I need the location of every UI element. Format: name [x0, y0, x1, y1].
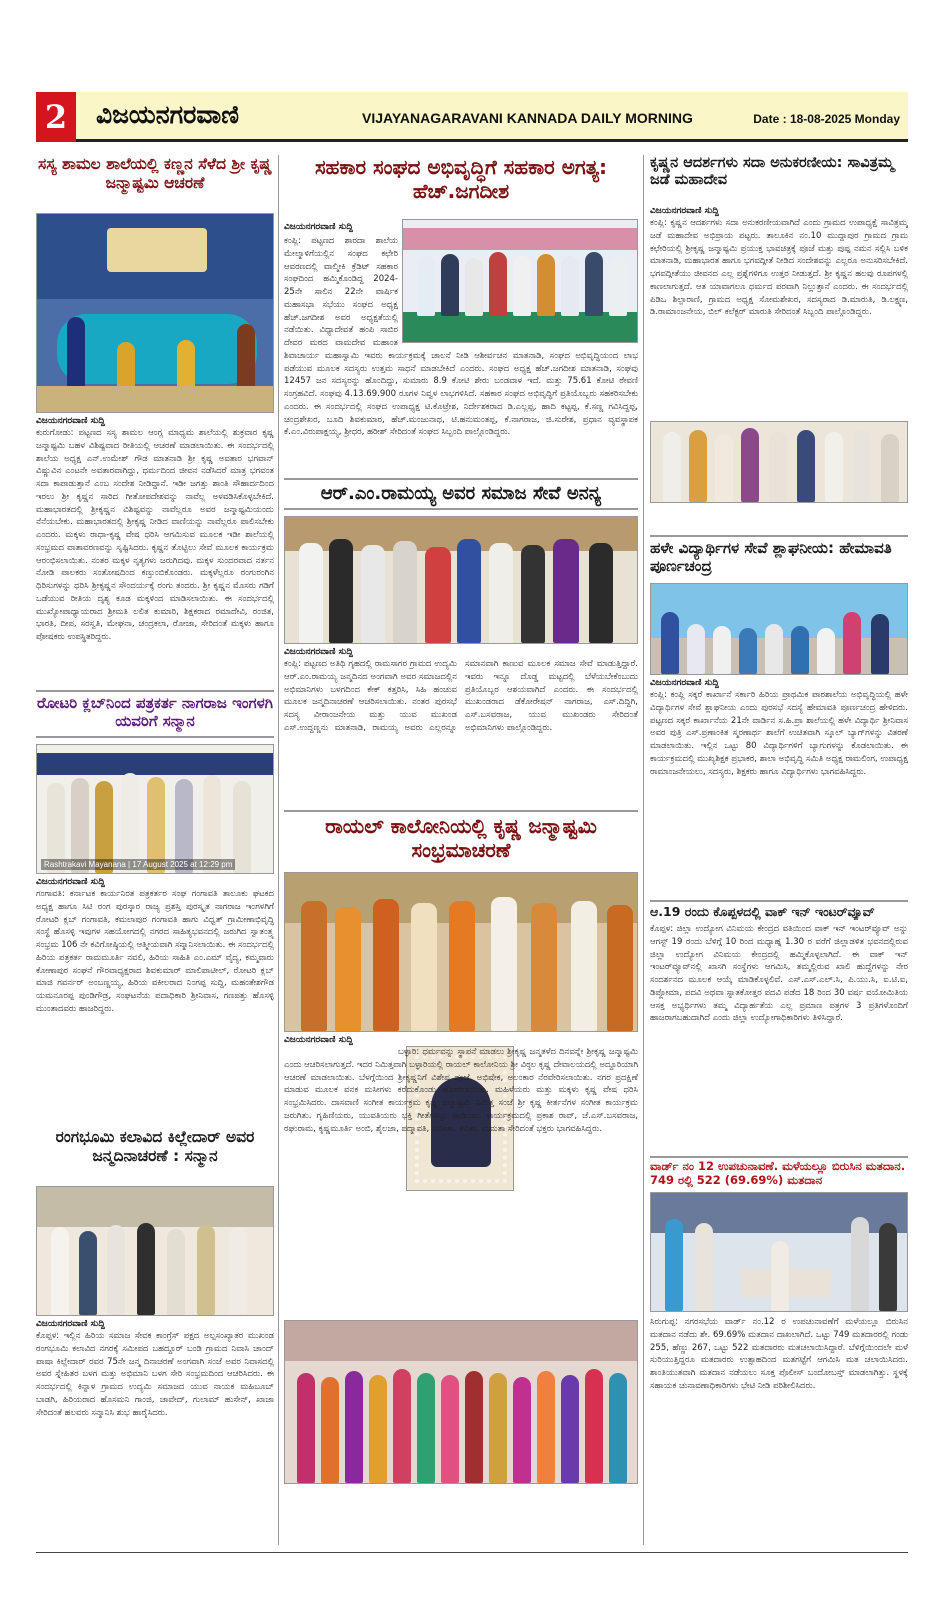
- felicitation-photo: [36, 744, 274, 874]
- article-sasya-shamala-janmashtami: [36, 155, 274, 675]
- edition-date: Date : 18-08-2025 Monday: [753, 112, 900, 126]
- article-body: ಕೊಪ್ಪಳ: ಜಿಲ್ಲಾ ಉದ್ಯೋಗ ವಿನಿಮಯ ಕೇಂದ್ರದ ವತಿಯಿಂದ ವಾಕ್ ಇನ್ ಇಂಟರ್‌ವ್ಯೂವ್ ಅನ್ನು ಆಗಸ್ಟ್ 19 ರಂದು ಬೆಳಿಗ್ಗೆ 10 ರಿಂದ ಮಧ್ಯಾಹ್ನ 1.30 ರ ವರೆಗೆ ಜಿಲ್ಲಾಡಳಿತ ಭವನದಲ್ಲಿರುವ ಜಿಲ್ಲಾ ಉದ್ಯೋಗ ವಿನಿಮಯ ಕೇಂದ್ರದಲ್ಲಿ ಹಮ್ಮಿಕೊಳ್ಳಲಾಗಿದೆ. ಈ ವಾಕ್ ಇನ್ ಇಂಟರ್‌ವ್ಯೂವ್‌ನಲ್ಲಿ ಖಾಸಗಿ ಸಂಸ್ಥೆಗಳು ಆಗಮಿಸಿ, ತಮ್ಮಲ್ಲಿರುವ ಖಾಲಿ ಹುದ್ದೆಗಳನ್ನು ನೇರ ಸಂದರ್ಶನದ ಮೂಲಕ ಆಯ್ಕೆ ಮಾಡಿಕೊಳ್ಳಲಿವೆ. ಎಸ್.ಎಸ್.ಎಲ್.ಸಿ, ಪಿ.ಯು.ಸಿ, ಐ.ಟಿ.ಐ, ಡಿಪ್ಲೋಮಾ, ಪದವಿ ಅಥವಾ ಸ್ನಾತಕೋತ್ತರ ಪದವಿ ಪಡೆದ 18 ರಿಂದ 30 ವರ್ಷ ವಯೋಮಿತಿಯ ಆಸಕ್ತ ಅಭ್ಯರ್ಥಿಗಳು ತಮ್ಮ ವಿದ್ಯಾರ್ಹತೆಯ ಎಲ್ಲ ಪ್ರಮಾಣ ಪತ್ರಗಳ 3 ಪ್ರತಿಗಳೊಂದಿಗೆ ಹಾಜರಾಗಬಹುದಾಗಿದೆ ಎಂದು ಜಿಲ್ಲಾ ಉದ್ಯೋಗಾಧಿಕಾರಿಗಳು ತಿಳಿಸಿದ್ದಾರೆ.: [650, 924, 908, 1024]
- article-rotary-club-honour: [36, 690, 274, 1120]
- byline: ವಿಜಯನಗರವಾಣಿ ಸುದ್ದಿ: [36, 1319, 105, 1329]
- photo-timestamp: Rashtrakavi Mayanana | 17 August 2025 at 12:29 pm: [41, 859, 235, 870]
- page-bottom-rule: [36, 1552, 908, 1553]
- school-bag-distribution-photo: [650, 583, 908, 675]
- krishna-tableau-photo: [36, 213, 274, 413]
- article-body: ಕೊಪ್ಪಳ: ಇಲ್ಲಿನ ಹಿರಿಯ ಸಮಾಜ ಸೇವಕ ಕಾಂಗ್ರೆಸ್ ಪಕ್ಷದ ಅಲ್ಪಸಂಖ್ಯಾತರ ಮುಖಂಡ ರಂಗಭೂಮಿ ಕಲಾವಿದ ನಗರಕ್ಕೆ ಸಮೀಪದ ಬಹದ್ದೂರ್ ಬಂಡಿ ಗ್ರಾಮದ ನಿವಾಸಿ ಚಾಂದ್ ಪಾಷಾ ಕಿಲ್ಲೇದಾರ್ ರವರ 75ನೇ ಜನ್ಮ ದಿನಾಚರಣೆ ಅಂಗವಾಗಿ ಸಂಜೆ ಅವರ ನಿವಾಸದಲ್ಲಿ ಅವರ ಸ್ನೇಹಿತರ ಬಳಗ ಮತ್ತು ಅಭಿಮಾನಿ ಬಳಗ ಸೇರಿ ಸಂಭ್ರಮದಿಂದ ಆಚರಿಸಿದರು. ಈ ಸಂದರ್ಭದಲ್ಲಿ ಕಿನ್ನಾಳ ಗ್ರಾಮದ ಉದ್ಯಮಿ ಸಮಾಜದ ಯುವ ನಾಯಕ ಮಹಿಬೂಬ್ ಬಾಡಗಿ, ಹಿರಿಯರಾದ ಹೊಸಮನಿ ಗಾಂಜಿ, ಜಾವೇದ್, ಗುಲಾಮ್ ಹುಸೇನ್, ಖಾಜಾ ಸೇರಿದಂತೆ ಹಲವರು ಸನ್ಮಾನಿಸಿ ಶುಭ ಹಾರೈಸಿದರು.: [36, 1331, 274, 1418]
- birthday-celebration-photo: [284, 516, 638, 644]
- column-divider: [278, 155, 279, 1545]
- polling-booth-photo: [650, 1192, 908, 1312]
- women-group-photo: [284, 1320, 638, 1484]
- byline: ವಿಜಯನಗರವಾಣಿ ಸುದ್ದಿ: [284, 1035, 353, 1045]
- article-body: ಕಂಪ್ಲಿ: ಪಟ್ಟಣದ ಅತಿಥಿ ಗೃಹದಲ್ಲಿ ರಾಮಸಾಗರ ಗ್ರಾಮದ ಉದ್ಯಮಿ ಆರ್.ಎಂ.ರಾಮಯ್ಯ ಜನ್ಮದಿನದ ಅಂಗವಾಗಿ ಅವರ ಸಮಾಜದಲ್ಲಿನ ಅಭಿಮಾನಿಗಳು ಬಳಗದಿಂದ ಕೇಕ್ ಕತ್ತರಿಸಿ, ಸಿಹಿ ಹಂಚುವ ಮೂಲಕ ಜನ್ಮದಿನಾಚರಣೆ ಆಚರಿಸಲಾಯಿತು. ನಂತರ ಪುರಸಭೆ ಸದಸ್ಯ ವೀರಾಂಜನೇಯ ಮತ್ತು ಯುವ ಮುಖಂಡ ಎಸ್.ಉದ್ದಣ್ಣನು ಮಾತನಾಡಿ, ರಾಮಯ್ಯ ಅವರು ಎಲ್ಲರನ್ನೂ ಸಮಾನವಾಗಿ ಕಾಣುವ ಮೂಲಕ ಸಮಾಜ ಸೇವೆ ಮಾಡುತ್ತಿದ್ದಾರೆ. ಇವರು ಇನ್ನೂ ದೊಡ್ಡ ಮಟ್ಟದಲ್ಲಿ ಬೆಳೆಯಬೇಕೆಂಬುದು ಪ್ರತಿಯೊಬ್ಬರ ಆಶಯವಾಗಿದೆ ಎಂದರು. ಈ ಸಂದರ್ಭದಲ್ಲಿ ಮುಖಂಡರಾದ ಡೆಕೋರೇಷನ್ ನಾಗರಾಜ, ಎಸ್.ದಿದ್ದಿಗಿ, ಎಸ್.ಬಸವರಾಜ, ಯುವ ಮುಖಂಡರು ಸೇರಿದಂತೆ ಅಭಿಮಾನಿಗಳು ಪಾಲ್ಗೊಂಡಿದ್ದರು.: [284, 659, 638, 733]
- temple-celebration-photo: [284, 872, 638, 1032]
- headline: ಆರ್.ಎಂ.ರಾಮಯ್ಯ ಅವರ ಸಮಾಜ ಸೇವೆ ಅನನ್ಯ: [284, 478, 638, 510]
- article-savitramma-janmashtami: [650, 155, 908, 525]
- headline: ಸಹಕಾರ ಸಂಘದ ಅಭಿವೃದ್ಧಿಗೆ ಸಹಕಾರ ಅಗತ್ಯ: ಹೆಚ್.ಜಗದೀಶ: [314, 155, 608, 203]
- gram-panchayat-photo: [650, 421, 908, 503]
- column-divider: [643, 155, 644, 1545]
- article-body: ಕಂಪ್ಲಿ: ಕೃಷ್ಣನ ಆದರ್ಶಗಳು ಸದಾ ಅನುಕರಣೀಯವಾಗಿದೆ ಎಂದು ಗ್ರಾಮದ ಉಪಾಧ್ಯಕ್ಷೆ ಸಾವಿತ್ರಮ್ಮ ಜಡೆ ಮಹಾದೇವ ಅಭಿಪ್ರಾಯ ಪಟ್ಟರು. ತಾಲೂಕಿನ ನಂ.10 ಮುದ್ದಾಪುರ ಗ್ರಾಮದ ಗ್ರಾಮ ಕಛೇರಿಯಲ್ಲಿ ಶ್ರೀಕೃಷ್ಣ ಜನ್ಮಾಷ್ಟಮಿ ಪ್ರಯುಕ್ತ ಭಾವಚಿತ್ರಕ್ಕೆ ಪೂಜೆ ಮತ್ತು ಪುಷ್ಪ ನಮನ ಸಲ್ಲಿಸಿ ಬಳಿಕ ಮಾತನಾಡಿ, ಮಹಾಭಾರತ ಹಾಗೂ ಭಗವದ್ಗೀತೆ ನೀಡಿದ ಸಂದೇಶವನ್ನು ಎಲ್ಲರೂ ಅನುಸರಿಸಬೇಕಿದೆ. ಭಗವದ್ಗೀತೆಯು ಜೀವನದ ಎಲ್ಲ ಪ್ರಶ್ನೆಗಳಿಗೂ ಉತ್ತರ ನೀಡುತ್ತದೆ. ಶ್ರೀ ಕೃಷ್ಣನ ಹಲವು ರೂಪಗಳಲ್ಲಿ ಕಾಣಲಾಗುತ್ತದೆ. ಆತ ಯಾವಾಗಲೂ ಧರ್ಮದ ಪರವಾಗಿ ನಿಲ್ಲುತ್ತಾನೆ ಎಂದರು. ಈ ಸಂದರ್ಭದಲ್ಲಿ ಪಿಡಿಒ ಶಿಲ್ಪಾರಾಣಿ, ಗ್ರಾಮದ ಅಧ್ಯಕ್ಷ ಸೋಮಶೇಖರ, ಸದಸ್ಯರಾದ ಡಿ.ಮಾರುತಿ, ಡಿ.ಲಕ್ಷ್ಮಣ, ಡಿ.ರಾಮಾಂಜನೇಯ, ಬಿಲ್ ಕಲೆಕ್ಟರ್ ಮಾರುತಿ ಸೇರಿದಂತೆ ಸಿಬ್ಬಂದಿ ಪಾಲ್ಗೊಂಡಿದ್ದರು.: [650, 218, 908, 318]
- page-number: 2: [36, 92, 76, 142]
- newspaper-subtitle: VIJAYANAGARAVANI KANNADA DAILY MORNING: [362, 110, 693, 126]
- headline: ರೋಟರಿ ಕ್ಲಬ್‌ನಿಂದ ಪತ್ರಕರ್ತ ನಾಗರಾಜ ಇಂಗಳಗಿ ಯವರಿಗೆ ಸನ್ಮಾನ: [36, 690, 274, 738]
- headline: ರಂಗಭೂಮಿ ಕಲಾವಿದ ಕಿಲ್ಲೇದಾರ್ ಅವರ ಜನ್ಮದಿನಾಚರಣೆ : ಸನ್ಮಾನ: [55, 1128, 255, 1165]
- birthday-felicitation-photo: [36, 1186, 274, 1316]
- headline: ಸಸ್ಯ ಶಾಮಲ ಶಾಲೆಯಲ್ಲಿ ಕಣ್ಣನ ಸೆಳೆದ ಶ್ರೀ ಕೃಷ್ಣ ಜನ್ಮಾಷ್ಟಮಿ ಆಚರಣೆ: [37, 155, 272, 192]
- article-body: ಬಳ್ಳಾರಿ: ಧರ್ಮವನ್ನು ಸ್ಥಾಪನೆ ಮಾಡಲು ಶ್ರೀಕೃಷ್ಣ ಜನ್ಮತಳೆದ ದಿನವನ್ನೇ ಶ್ರೀಕೃಷ್ಣ ಜನ್ಮಾಷ್ಟಮಿ ಎಂದು ಆಚರಿಸಲಾಗುತ್ತದೆ. ಇದರ ನಿಮಿತ್ತವಾಗಿ ಬಳ್ಳಾರಿಯಲ್ಲಿ ರಾಯಲ್ ಕಾಲೋನಿಯ ಶ್ರೀ ವಿಠ್ಠಲ ಕೃಷ್ಣ ದೇವಾಲಯದಲ್ಲಿ ಅದ್ದೂರಿಯಾಗಿ ಆಚರಣೆ ಮಾಡಲಾಯಿತು. ಬೆಳಗ್ಗೆಯಿಂದ ಶ್ರೀಕೃಷ್ಣನಿಗೆ ವಿಶೇಷ ಪೂಜೆ, ಅಭಿಷೇಕ, ಅಲಂಕಾರ ನೆರವೇರಿಸಲಾಯಿತು. ನಗರ ಪ್ರದಕ್ಷಿಣೆ ಮಾಡುವ ಮೂಲಕ ವನಕ ಮಸೀಗಳು ಕರೆದುಕೊಂಡು ಹೋಗಲಾಯಿತು. ಮಹಿಳೆಯರು ಮತ್ತು ಮಕ್ಕಳು ಕೃಷ್ಣ ವೇಷ ಧರಿಸಿ ಸಂಭ್ರಮಿಸಿದರು. ದಾಸವಾಣಿ ಸಂಗೀತ ಕಾರ್ಯಕ್ರಮ ಕೃಷ್ಣ ಜನ್ಮಾಷ್ಟಮಿ ನಿಮಿತ್ತ ಸಂಜೆ ಶ್ರೀ ಕೃಷ್ಣ ಕೀರ್ತನೆಗಳ ಸಂಗೀತ ಕಾರ್ಯಕ್ರಮ ಜರುಗಿತು. ಗೃಹಿಣಿಯರು, ಯುವತಿಯರು ಭಕ್ತಿ ಗೀತೆಗಳನ್ನು ಹಾಡಿದರು. ಕಾರ್ಯಕ್ರಮದಲ್ಲಿ ಪ್ರಕಾಶ ರಾವ್, ಜೆ.ಎಸ್.ಬಸವರಾಜ, ರಘುರಾಮ, ಕೃಷ್ಣಮೂರ್ತಿ ಅಂಬಿ, ಶೈಲಜಾ, ಪದ್ಮಾವತಿ, ಸುನೀತಾ, ಕವಿತಾ, ಮಮತಾ ಸೇರಿದಂತೆ ಭಕ್ತರು ಭಾಗವಹಿಸಿದ್ದರು.: [284, 1047, 638, 1134]
- newspaper-title: ವಿಜಯನಗರವಾಣಿ: [96, 100, 239, 129]
- byline: ವಿಜಯನಗರವಾಣಿ ಸುದ್ದಿ: [284, 222, 353, 232]
- headline: ವಾರ್ಡ್ ನಂ 12 ಉಪಚುನಾವಣೆ. ಮಳೆಯಲ್ಲೂ ಬಿರುಸಿನ ಮತದಾನ. 749 ರಲ್ಲಿ 522 (69.69%) ಮತದಾನ: [650, 1156, 908, 1188]
- article-walk-in-interview: [650, 900, 908, 1150]
- article-body: ಕಂಪ್ಲಿ: ಕಂಪ್ಲಿ ಸಕ್ಕರೆ ಕಾರ್ಖಾನೆ ಸರ್ಕಾರಿ ಹಿರಿಯ ಪ್ರಾಥಮಿಕ ಪಾಠಶಾಲೆಯ ಅಭಿವೃದ್ಧಿಯಲ್ಲಿ ಹಳೇ ವಿದ್ಯಾರ್ಥಿಗಳ ಸೇವೆ ಶ್ಲಾಘನೀಯ ಎಂದು ಪುರಸಭೆ ಸದಸ್ಯೆ ಹೇಮಾವತಿ ಪೂರ್ಣಚಂದ್ರ ಹೇಳಿದರು. ಪಟ್ಟಣದ ಸಕ್ಕರೆ ಕಾರ್ಖಾನೆಯ 21ನೇ ವಾರ್ಡಿನ ಸ.ಹಿ.ಪ್ರಾ ಶಾಲೆಯಲ್ಲಿ ಹಳೇ ವಿದ್ಯಾರ್ಥಿ ಶ್ರೀನಿವಾಸ ಅವರ ಪುತ್ರಿ ಎಸ್.ಪ್ರಣಾಂಕಿತ ಸ್ಮರಣಾರ್ಥ ಶಾಲೆಗೆ ಉಚಿತವಾಗಿ ಸ್ಕೂಲ್ ಬ್ಯಾಗ್‌ಗಳನ್ನು ವಿತರಣೆ ಮಾಡಲಾಯಿತು. ಇಲ್ಲಿನ ಒಟ್ಟು 80 ವಿದ್ಯಾರ್ಥಿಗಳಿಗೆ ಬ್ಯಾಗುಗಳನ್ನು ಕೊಡಲಾಯಿತು. ಈ ಕಾರ್ಯಕ್ರಮದಲ್ಲಿ ಮುಖ್ಯಶಿಕ್ಷಕ ಪ್ರಭಾಕರ, ಶಾಲಾ ಅಭಿವೃದ್ಧಿ ಸಮಿತಿ ಅಧ್ಯಕ್ಷ ರಾಮಲಿಂಗ, ಉಪಾಧ್ಯಕ್ಷ ರಾಮಾಂಜನೇಯಲು, ಸದಸ್ಯರು, ಶಿಕ್ಷಕರು ಹಾಗೂ ವಿದ್ಯಾರ್ಥಿಗಳು ಭಾಗವಹಿಸಿದ್ದರು.: [650, 690, 908, 777]
- article-killedar-birthday: [36, 1128, 274, 1548]
- article-cooperative-society: [284, 155, 638, 475]
- headline: ರಾಯಲ್ ಕಾಲೋನಿಯಲ್ಲಿ ಕೃಷ್ಣ ಜನ್ಮಾಷ್ಟಮಿ ಸಂಭ್ರಮಾಚರಣೆ: [284, 810, 638, 866]
- byline: ವಿಜಯನಗರವಾಣಿ ಸುದ್ದಿ: [36, 877, 105, 887]
- masthead: [36, 92, 908, 142]
- byline: ವಿಜಯನಗರವಾಣಿ ಸುದ್ದಿ: [36, 416, 105, 426]
- headline: ಹಳೇ ವಿದ್ಯಾರ್ಥಿಗಳ ಸೇವೆ ಶ್ಲಾಘನೀಯ: ಹೇಮಾವತಿ ಪೂರ್ಣಚಂದ್ರ: [650, 535, 908, 579]
- headline: ಕೃಷ್ಣನ ಆದರ್ಶಗಳು ಸದಾ ಅನುಕರಣೀಯ: ಸಾವಿತ್ರಮ್ಮ ಜಡೆ ಮಹಾದೇವ: [650, 155, 894, 189]
- article-ward-12-bypoll: [650, 1156, 908, 1548]
- article-body: ಕುರುಗೋಡು: ಪಟ್ಟಣದ ಸಸ್ಯ ಶಾಮಲ ಆಂಗ್ಲ ಮಾಧ್ಯಮ ಶಾಲೆಯಲ್ಲಿ ಶುಕ್ರವಾರ ಕೃಷ್ಣ ಜನ್ಮಾಷ್ಟಮಿ ಬಹಳ ವಿಶಿಷ್ಟವಾದ ರೀತಿಯಲ್ಲಿ ಆಚರಣೆ ಮಾಡಲಾಯಿತು. ಈ ಸಂದರ್ಭದಲ್ಲಿ ಶಾಲೆಯ ಅಧ್ಯಕ್ಷ ಎನ್.ಉಮೇಶ್ ಗೌಡ ಮಾತನಾಡಿ ಶ್ರೀ ಕೃಷ್ಣ ಅವತಾರ ಭಗವಾನ್ ವಿಷ್ಣುವಿನ ಎಂಟನೇ ಅವತಾರವಾಗಿದ್ದು, ಧರ್ಮದಿಂದ ಜೀವನ ನಡೆಸಿದರೆ ಮಾತ್ರ ಭಗವಂತ ಸದಾ ಕಾಪಾಡುತ್ತಾನೆ ಎಂಬ ಸಂದೇಶ ನೀಡಿದ್ದಾನೆ. ಇಡೀ ಜಗತ್ತು ಶಾಂತಿ ಸೌಹಾರ್ದದಿಂದ ಇರಲು ಶ್ರೀ ಕೃಷ್ಣನ ಸಾರಿದ ಗೀತೋಪದೇಶವನ್ನು ನಾವೆಲ್ಲ ಅಳವಡಿಸಿಕೊಳ್ಳಬೇಕಿದೆ. ಮಹಾಭಾರತದಲ್ಲಿ ಶ್ರೀಕೃಷ್ಣನ ವಿಶಿಷ್ಟವನ್ನು ನಾವೆಲ್ಲರೂ ಅವರ ಜನ್ಮಾಷ್ಟಮಿಯಂದು ನೆನೆಯಬೇಕು. ಮಹಾಭಾರತದಲ್ಲಿ ಶ್ರೀಕೃಷ್ಣ ನೀಡಿದ ವಾಣಿಯನ್ನು ನಾವೆಲ್ಲರೂ ಪಾಲಿಸಬೇಕು ಎಂದರು. ಮಕ್ಕಳು ರಾಧಾ-ಕೃಷ್ಣ ವೇಷ ಧರಿಸಿ ಆಗಮಿಸುವ ಮೂಲಕ ಇಡೀ ಶಾಲೆಯಲ್ಲಿ ಸಂಭ್ರಮದ ವಾತಾವರಣವನ್ನು ಸೃಷ್ಟಿಸಿದರು. ಕೃಷ್ಣನ ತೊಟ್ಟಿಲು ಸೇವೆ ಮೂಲಕ ಕಾರ್ಯಕ್ರಮ ಆರಂಭಿಸಲಾಯಿತು. ನಂತರ ಮಕ್ಕಳ ನೃತ್ಯಗಳು ಜರುಗಿದವು. ಮಕ್ಕಳ ಸುಂದರವಾದ ನರ್ತನ ನೋಡಿ ಪಾಲಕರು ಸಂತೋಷದಿಂದ ಕಣ್ತುಂಬಿಕೊಂಡರು. ಮಕ್ಕಳೆಲ್ಲರೂ ರಂಗುರಂಗಿನ ಧಿರಿಸುಗಳನ್ನು ಧರಿಸಿ ಶ್ರೀಕೃಷ್ಣನ ಸೌಂದರ್ಯಕ್ಕೆ ರಂಗು ತಂದರು. ಶ್ರೀ ಕೃಷ್ಣನ ಮೊಸರು ಗಡಿಗೆ ಒಡೆಯುವ ರೀತಿಯ ದೃಶ್ಯ ಕೂಡ ಮಕ್ಕಳಿಂದ ಮಾಡಿಸಲಾಯಿತು. ಈ ಸಂದರ್ಭದಲ್ಲಿ ಮುಖ್ಯೋಪಾಧ್ಯಾಯರಾದ ಶ್ರೀಮತಿ ಲಲಿತ ಕುಮಾರಿ, ಶಿಕ್ಷಕರಾದ ರಮಾದೇವಿ, ರಂಜಿತ, ಭಾರತಿ, ದೀಪ, ಸರಸ್ವತಿ, ಮೇಘನಾ, ಚಂದ್ರಕಲಾ, ರೋಜಾ, ಸೇರಿದಂತೆ ಮಕ್ಕಳು ಹಾಗೂ ಪೋಷಕರು ಉಪಸ್ಥಿತರಿದ್ದರು.: [36, 428, 274, 642]
- byline: ವಿಜಯನಗರವಾಣಿ ಸುದ್ದಿ: [650, 678, 719, 688]
- byline: ವಿಜಯನಗರವಾಣಿ ಸುದ್ದಿ: [650, 206, 719, 216]
- article-body: ಸಿರುಗುಪ್ಪ: ನಗರಸಭೆಯ ವಾರ್ಡ್ ನಂ.12 ರ ಉಪಚುನಾವಣೆಗೆ ಮಳೆಯಲ್ಲೂ ಬಿರುಸಿನ ಮತದಾನ ನಡೆದು ಶೇ. 69.69% ಮತದಾನ ದಾಖಲಾಗಿದೆ. ಒಟ್ಟು 749 ಮತದಾರರಲ್ಲಿ ಗಂಡು 255, ಹೆಣ್ಣು 267, ಒಟ್ಟು 522 ಮತದಾರರು ಮತಚಲಾಯಿಸಿದ್ದಾರೆ. ಬೆಳಿಗ್ಗೆಯಿಂದಲೇ ಮಳೆ ಸುರಿಯುತ್ತಿದ್ದರೂ ಮತದಾರರು ಉತ್ಸಾಹದಿಂದ ಮತಗಟ್ಟೆಗೆ ಆಗಮಿಸಿ ಮತ ಚಲಾಯಿಸಿದರು. ಶಾಂತಿಯುತವಾಗಿ ಮತದಾನ ನಡೆಯಲು ಸೂಕ್ತ ಪೊಲೀಸ್ ಬಂದೋಬಸ್ತ್ ಮಾಡಲಾಗಿತ್ತು. ಸ್ಥಳಕ್ಕೆ ಸಹಾಯಕ ಚುನಾವಣಾಧಿಕಾರಿಗಳು ಭೇಟಿ ನೀಡಿ ಪರಿಶೀಲಿಸಿದರು.: [650, 1317, 908, 1391]
- article-body: ಕಂಪ್ಲಿ: ಪಟ್ಟಣದ ಶಾರದಾ ಶಾಲೆಯ ಮೇಲ್ಮಾಳಿಗೆಯಲ್ಲಿನ ಸಂಘದ ಕಛೇರಿ ಆವರಣದಲ್ಲಿ ವಾಲ್ಮೀಕಿ ಕ್ರೆಡಿಟ್ ಸಹಕಾರ ಸಂಘದಿಂದ ಹಮ್ಮಿಕೊಂಡಿದ್ದ 2024-25ನೇ ಸಾಲಿನ 22ನೇ ವಾರ್ಷಿಕ ಮಹಾಸಭಾ ಸಭೆಯು ಸಂಘದ ಅಧ್ಯಕ್ಷ ಹೆಚ್.ಜಗದೀಶ ಅವರ ಅಧ್ಯಕ್ಷತೆಯಲ್ಲಿ ನಡೆಯಿತು. ವಿಧ್ಯಾದೇವತೆ ಹಂಪಿ ಸಾಬಿರ ದೇವರ ಮಠದ ವಾಮದೇವ ಮಹಾಂತ ಶಿವಾಚಾರ್ಯ ಮಹಾಸ್ವಾಮಿ ಇವರು ಕಾರ್ಯಕ್ರಮಕ್ಕೆ ಚಾಲನೆ ನೀಡಿ ಆಶೀರ್ವಚನ ಮಾತನಾಡಿ, ಸಂಘದ ಅಭಿವೃದ್ಧಿಯಂದ ಲಾಭ ಪಡೆಯುವ ಮೂಲಕ ಸದಸ್ಯರು ಉತ್ತಮ ಸಾಧನೆ ಮಾಡಬೇಕಿದೆ ಎಂದರು. ಸಂಘದ ಅಧ್ಯಕ್ಷ ಹೆಚ್.ಜಗದೀಶ ಮಾತನಾಡಿ, ಸಂಘವು 12457 ಜನ ಸದಸ್ಯರನ್ನು ಹೊಂದಿದ್ದು, ಸುಮಾರು 8.9 ಕೋಟಿ ಶೇರು ಬಂಡವಾಳ ಇದೆ. ಮತ್ತು 75.61 ಕೋಟಿ ಠೇವಣಿ ಸಂಗ್ರಹವಿದೆ. ಸಂಘವು 4.13.69.900 ರೂಗಳ ನಿವ್ವಳ ಲಾಭಗಳಿಸಿದೆ. ಸಹಕಾರ ಸಂಘದ ಅಭಿವೃದ್ಧಿಗೆ ಪ್ರತಿಯೊಬ್ಬರು ಸಹಕರಿಸಬೇಕು ಎಂದರು. ಈ ಸಂದರ್ಭದಲ್ಲಿ ಸಂಘದ ಉಪಾಧ್ಯಕ್ಷ ಟಿ.ಕೊಟ್ರೇಶ, ನಿರ್ದೇಶಕರಾದ ಡಿ.ಎಲ್ಲಪ್ಪ, ಹಾದಿ ಕಟ್ಟಪ್ಪ, ಕೆ.ಸಣ್ಣ ಗವಿಸಿದ್ದಪ್ಪ, ಚಂದ್ರಶೇಖರ, ಬೂದಿ ಶಿವಕುಮಾರ, ಹೆಚ್.ಮಂಜುನಾಥ, ಟಿ.ಹನುಮಂತಪ್ಪ, ಕೆ.ನಾಗರಾಜ, ಜಿ.ಸುರೇಶ, ಪ್ರಧಾನ ವ್ಯವಸ್ಥಾಪಕ ಕೆ.ಎಂ.ವಿರುಪಾಕ್ಷಯ್ಯ, ಶ್ರೀಧರ, ಹರೀಶ್ ಸೇರಿದಂತೆ ಸಂಘದ ಸಿಬ್ಬಂದಿ ಪಾಲ್ಗೊಂಡಿದ್ದರು.: [284, 236, 638, 438]
- article-royal-colony-janmashtami: [284, 810, 638, 1548]
- byline: ವಿಜಯನಗರವಾಣಿ ಸುದ್ದಿ: [284, 647, 353, 657]
- article-hemavathi-alumni-service: [650, 535, 908, 895]
- headline: ಆ.19 ರಂದು ಕೊಪ್ಪಳದಲ್ಲಿ ವಾಕ್ ಇನ್ ಇಂಟರ್‌ವ್ಯೂವ್: [650, 900, 908, 920]
- article-body: ಗಂಗಾವತಿ: ಕರ್ನಾಟಕ ಕಾರ್ಯನಿರತ ಪತ್ರಕರ್ತರ ಸಂಘ ಗಂಗಾವತಿ ತಾಲೂಕು ಘಟಕದ ಅಧ್ಯಕ್ಷ ಹಾಗೂ ಸಿಟಿ ರಂಗ ಪುರಸ್ಕಾರ ರಾಜ್ಯ ಪ್ರಶಸ್ತಿ ಪುರಸ್ಕೃತ ನಾಗರಾಜ ಇಂಗಳಗಿಗೆ ರೋಟರಿ ಕ್ಲಬ್ ಗಂಗಾವತಿ, ಕಮಲಾಪುರ ಗಂಗಾವತಿ ಹಾಗು ವಿಧ್ವತ್ ಗ್ರಾಮೀಣಾಭಿವೃದ್ಧಿ ಸಂಸ್ಥೆ ಹೊಸಳ್ಳಿ ಇವುಗಳ ಸಹಯೋಗದಲ್ಲಿ ನಗರದ ಸಾಹಿತ್ಯಭವನದಲ್ಲಿ ಜರುಗಿದ ಸ್ವಾತಂತ್ರ್ಯ ಸಂಭ್ರಮ 106 ನೇ ಕವಿಗೋಷ್ಠಿಯಲ್ಲಿ ಆತ್ಮೀಯವಾಗಿ ಸನ್ಮಾನಿಸಲಾಯಿತು. ಈ ಸಂದರ್ಭದಲ್ಲಿ ಹಿರಿಯ ಪತ್ರಕರ್ತ ರಾಮಮೂರ್ತಿ ನವಲಿ, ಹಿರಿಯ ಸಾಹಿತಿ ಎಂ.ಎಮ್ ವೈದ್ಯ, ಕಮ್ಮವಾರು ಕೋಣಾಪುರ ಸಂಘನೆ ಗೌರವಾಧ್ಯಕ್ಷರಾದ ಶಿವಕುಮಾರ್ ಮಾಲಿಪಾಟೀಲ್, ರೋಟರಿ ಕ್ಲಬ್ ಮಾಜಿ ಗವರ್ನರ್ ಅಂಬಣ್ಣಯ್ಯ, ಹಿರಿಯ ವಕೀಲರಾದ ನಿಂಗಪ್ಪ ಸುದ್ದಿ, ಮಹಂತೇಶಗೌಡ ಯಮನೂರಪ್ಪ ಪುಂಡಿಗೌಡ್ರ, ಸಂಘಟನೆಯ ಪದಾಧಿಕಾರಿ ಶ್ರೀನಿವಾಸ, ಗಣಪತ್ತು ಹೊಸಳ್ಳಿ ಮುಂತಾದವರು ಹಾಜರಿದ್ದರು.: [36, 889, 274, 1014]
- article-ramayya-social-service: [284, 478, 638, 808]
